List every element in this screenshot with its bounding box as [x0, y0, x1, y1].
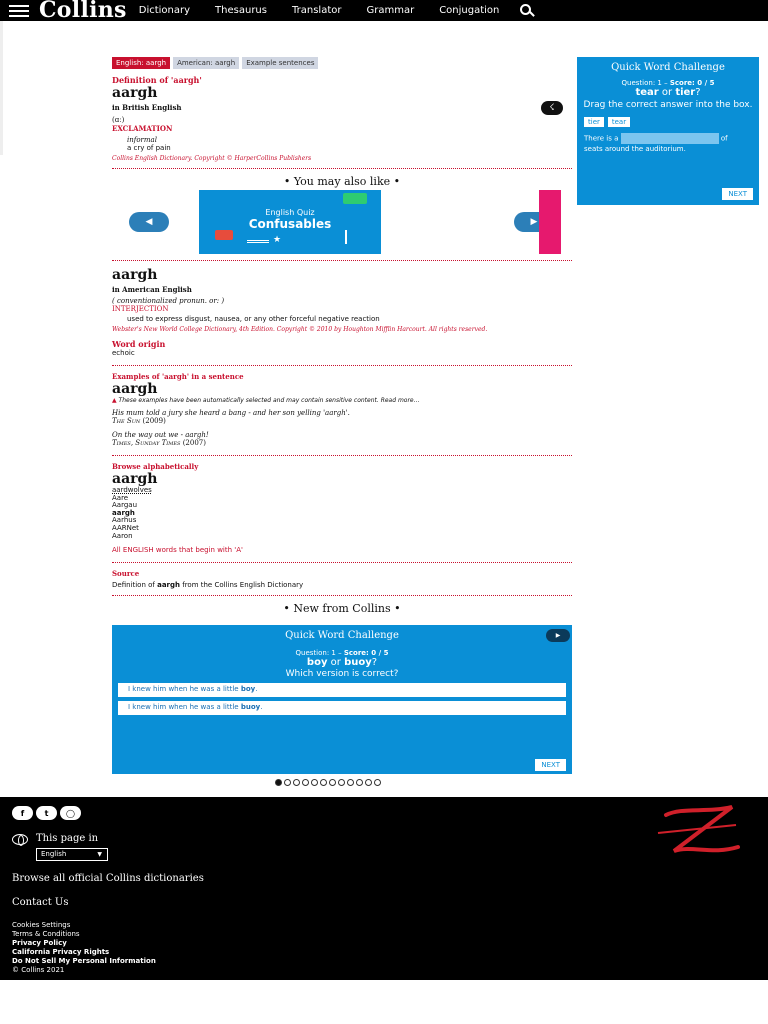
terms-link[interactable]: Terms & Conditions [12, 930, 80, 938]
contact-link[interactable]: Contact Us [12, 897, 69, 908]
divider [112, 455, 572, 456]
carousel-dot[interactable] [293, 779, 300, 786]
browse-item[interactable]: AARNet [112, 523, 139, 532]
carousel-dot[interactable] [311, 779, 318, 786]
option-tear[interactable]: tear [608, 117, 630, 127]
next-button[interactable]: NEXT [535, 759, 566, 771]
footer [0, 797, 768, 980]
carousel-dot[interactable] [338, 779, 345, 786]
british-entry [112, 75, 572, 162]
carousel-dot[interactable] [320, 779, 327, 786]
divider [112, 562, 572, 563]
language-select[interactable]: English ▼ [36, 848, 108, 861]
tab-american[interactable]: American: aargh [173, 57, 239, 69]
example-source: The Sun (2009) [112, 417, 166, 425]
page-in-label: This page in [36, 833, 99, 844]
browse-item[interactable]: Aarhus [112, 516, 137, 525]
nav-dictionary[interactable]: Dictionary [138, 5, 191, 16]
drop-box[interactable] [621, 133, 719, 144]
twitter-icon[interactable]: t [36, 806, 57, 820]
divider [112, 260, 572, 261]
search-icon[interactable] [520, 4, 534, 18]
cookies-settings-link[interactable]: Cookies Settings [12, 921, 71, 929]
answer-option[interactable]: I knew him when he was a little buoy. [118, 701, 566, 715]
chevron-down-icon: ▼ [97, 851, 102, 858]
new-from-title: • New from Collins • [283, 602, 401, 616]
challenge-sentence: There is a of seats around the auditorium. [584, 134, 728, 153]
share-icon[interactable]: ☇ [541, 101, 563, 115]
challenge-title: Quick Word Challenge [285, 630, 399, 641]
also-like-carousel [112, 190, 572, 256]
privacy-policy-link[interactable]: Privacy Policy [12, 939, 67, 947]
globe-icon [12, 834, 28, 845]
carousel-dot[interactable] [347, 779, 354, 786]
warning-icon: ▲ [112, 397, 117, 404]
source-text: Definition of aargh from the Collins English Dictionary [112, 581, 304, 590]
california-privacy-link[interactable]: California Privacy Rights [12, 948, 110, 956]
main-content [112, 57, 572, 615]
carousel-dot[interactable] [356, 779, 363, 786]
option-tier[interactable]: tier [584, 117, 604, 127]
social-links [12, 806, 81, 820]
region-label: in British English [112, 103, 182, 112]
source-label: Source [112, 569, 140, 579]
play-icon[interactable]: ▶ [546, 629, 570, 642]
carousel-dot[interactable] [284, 779, 291, 786]
carousel-next-button[interactable]: ▶ [514, 212, 554, 232]
divider [112, 168, 572, 169]
browse-item[interactable]: Aare [112, 493, 129, 502]
definition-label: Definition of 'aargh' [112, 75, 202, 85]
pronunciation: (ɑː) [112, 116, 125, 124]
copyright: Collins English Dictionary. Copyright © HarperCollins Publishers [112, 155, 312, 162]
collins-logo[interactable]: Collins [39, 0, 127, 23]
card-label: English Quiz [265, 208, 315, 217]
part-of-speech: EXCLAMATION [112, 124, 173, 133]
nav-grammar[interactable]: Grammar [366, 5, 415, 16]
part-of-speech: INTERJECTION [112, 305, 169, 313]
headword: aargh [112, 381, 158, 397]
nav-translator[interactable]: Translator [291, 5, 342, 16]
tab-english[interactable]: English: aargh [112, 57, 170, 69]
pronunciation: ( conventionalized pronun. or: ) [112, 297, 225, 305]
legal-links [12, 921, 156, 975]
lines-icon [247, 240, 269, 243]
question-bubble-icon [215, 230, 233, 240]
nav-thesaurus[interactable]: Thesaurus [215, 5, 267, 16]
browse-all-link[interactable]: Browse all official Collins dictionaries [12, 873, 204, 884]
sense: used to express disgust, nausea, or any other forceful negative reaction [127, 315, 380, 323]
browse-list [112, 487, 572, 540]
carousel-dot[interactable] [374, 779, 381, 786]
headword: aargh [112, 85, 158, 101]
challenge-title: Quick Word Challenge [611, 62, 725, 73]
card-title: Confusables [248, 217, 332, 231]
nav-conjugation[interactable]: Conjugation [439, 5, 500, 16]
main-word-challenge [112, 625, 572, 774]
browse-item[interactable]: Aargau [112, 501, 138, 510]
answer-option[interactable]: I knew him when he was a little boy. [118, 683, 566, 697]
word-origin: echoic [112, 349, 135, 357]
nav-links [139, 5, 525, 16]
example-sentence: On the way out we - aargh! [112, 431, 209, 439]
entry-tabs [112, 57, 572, 69]
instruction: Drag the correct answer into the box. [583, 100, 753, 110]
side-word-challenge [577, 57, 759, 205]
left-strip [0, 21, 3, 155]
instagram-icon[interactable]: ◯ [60, 806, 81, 820]
next-button[interactable]: NEXT [722, 188, 753, 200]
divider [112, 595, 572, 596]
example-sentence: His mum told a jury she heard a bang - and her son yelling 'aargh'. [112, 409, 350, 417]
content-warning: ▲ These examples have been automatically selected and may contain sensitive content. Read more… [112, 397, 420, 404]
do-not-sell-link[interactable]: Do Not Sell My Personal Information [12, 957, 156, 965]
carousel-dot[interactable] [302, 779, 309, 786]
examples-section [112, 372, 572, 447]
browse-item[interactable]: Aaron [112, 531, 133, 540]
facebook-icon[interactable]: f [12, 806, 33, 820]
question-score: Question: 1 – Score: 0 / 5 [295, 649, 389, 657]
question-score: Question: 1 – Score: 0 / 5 [621, 79, 715, 87]
browse-item[interactable]: aardwolves [112, 486, 152, 494]
headword: aargh [112, 471, 158, 487]
carousel-dot[interactable] [329, 779, 336, 786]
top-nav [0, 0, 768, 21]
word-origin-label: Word origin [112, 339, 166, 349]
examples-label: Examples of 'aargh' in a sentence [112, 372, 244, 381]
carousel-dots [275, 779, 381, 786]
carousel-prev-button[interactable]: ◀ [129, 212, 169, 232]
region-label: in American English [112, 285, 192, 294]
word-pair: tear or tier? [635, 87, 701, 98]
carousel-dot[interactable] [275, 779, 282, 786]
browse-item-current: aargh [112, 508, 135, 517]
sense: a cry of pain [127, 144, 171, 152]
divider [112, 365, 572, 366]
browse-section [112, 462, 572, 554]
confusables-card[interactable] [199, 190, 381, 254]
menu-icon[interactable] [9, 5, 29, 17]
speech-bubble-icon [343, 193, 367, 204]
word-pair: boy or buoy? [306, 657, 378, 668]
example-source: Times, Sunday Times (2007) [112, 439, 206, 447]
headword: aargh [112, 267, 158, 283]
next-card-peek[interactable] [539, 190, 561, 254]
answer-options [584, 117, 759, 127]
browse-label: Browse alphabetically [112, 462, 199, 471]
copyright-text: © Collins 2021 [12, 966, 65, 974]
star-icon: ★ [273, 235, 282, 245]
list-icon [345, 230, 363, 244]
tab-examples[interactable]: Example sentences [242, 57, 318, 69]
copyright: Webster's New World College Dictionary, 4th Edition. Copyright © 2010 by Houghton Mifflin Harcourt. All rights reserved. [112, 326, 488, 333]
source-section [112, 569, 572, 589]
carousel-dot[interactable] [365, 779, 372, 786]
american-entry [112, 267, 572, 357]
all-words-link[interactable]: All ENGLISH words that begin with 'A' [112, 546, 243, 555]
instruction: Which version is correct? [285, 669, 399, 679]
collins-z-logo [652, 803, 742, 859]
register: informal [127, 136, 157, 144]
also-like-title: • You may also like • [283, 175, 401, 188]
